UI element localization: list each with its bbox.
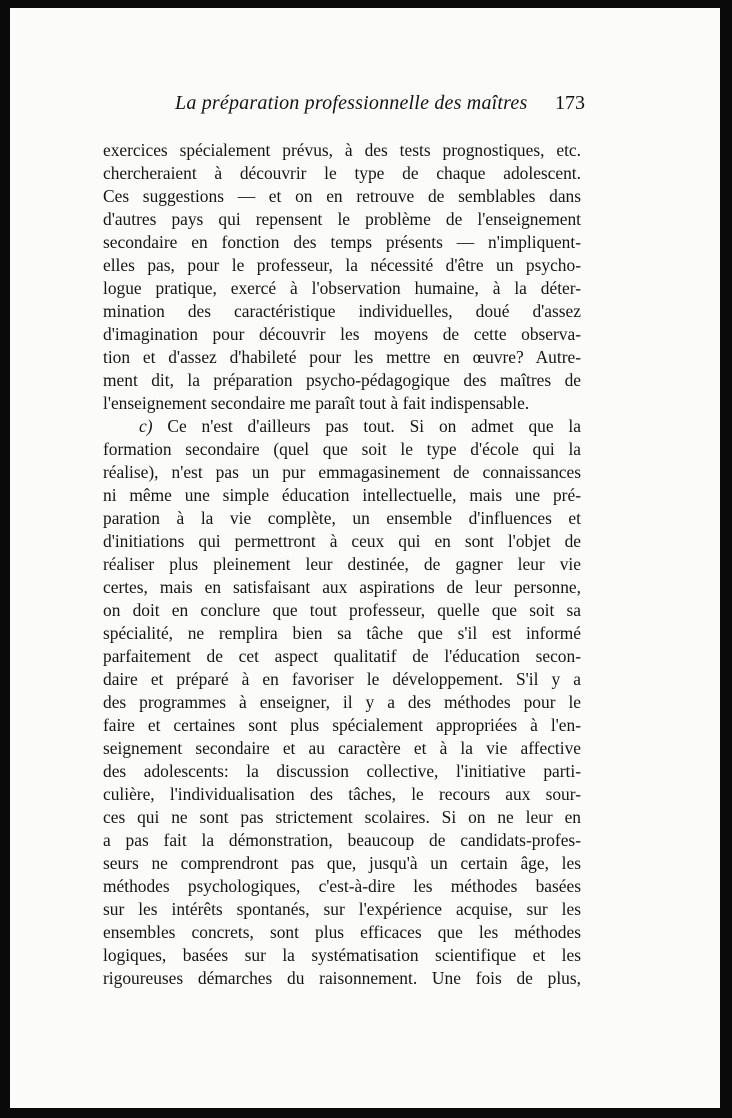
text-line: secondaire en fonction des temps présents — n'impliquent- bbox=[103, 232, 581, 252]
text-line: culière, l'individualisation des tâches, le recours aux sour- bbox=[103, 784, 581, 804]
paragraph-start-line bbox=[103, 415, 581, 438]
text-line: sur les intérêts spontanés, sur l'expérience acquise, sur les bbox=[103, 899, 581, 919]
text-line: seignement secondaire et au caractère et à la vie affective bbox=[103, 738, 581, 758]
text-line: d'autres pays qui repensent le problème de l'enseignement bbox=[103, 209, 581, 229]
text-line: a pas fait la démonstration, beaucoup de candidats-profes- bbox=[103, 830, 581, 850]
text-line: spécialité, ne remplira bien sa tâche que s'il est informé bbox=[103, 623, 581, 643]
text-line: Ces suggestions — et on en retrouve de semblables dans bbox=[103, 186, 581, 206]
text-line: formation secondaire (quel que soit le type d'école qui la bbox=[103, 439, 581, 459]
section-marker: c) bbox=[139, 416, 153, 436]
text-line: elles pas, pour le professeur, la nécessité d'être un psycho- bbox=[103, 255, 581, 275]
page-header bbox=[175, 92, 585, 120]
text-line: ces qui ne sont pas strictement scolaires. Si on ne leur en bbox=[103, 807, 581, 827]
text-line: Ce n'est d'ailleurs pas tout. Si on admet que la bbox=[167, 416, 581, 436]
text-line: ensembles concrets, sont plus efficaces que les méthodes bbox=[103, 922, 581, 942]
text-line: mination des caractéristique individuelles, doué d'assez bbox=[103, 301, 581, 321]
text-line: parfaitement de cet aspect qualitatif de l'éducation secon- bbox=[103, 646, 581, 666]
text-line: réalise), n'est pas un pur emmagasinement de connaissances bbox=[103, 462, 581, 482]
body-text bbox=[103, 139, 581, 990]
text-line: d'imagination pour découvrir les moyens de cette observa- bbox=[103, 324, 581, 344]
text-line: on doit en conclure que tout professeur, quelle que soit sa bbox=[103, 600, 581, 620]
text-line: faire et certaines sont plus spécialement appropriées à l'en- bbox=[103, 715, 581, 735]
text-line: des programmes à enseigner, il y a des méthodes pour le bbox=[103, 692, 581, 712]
paragraph-end-line: l'enseignement secondaire me paraît tout à fait indispensable. bbox=[103, 393, 530, 413]
text-line: ment dit, la préparation psycho-pédagogique des maîtres de bbox=[103, 370, 581, 390]
text-line: rigoureuses démarches du raisonnement. Une fois de plus, bbox=[103, 968, 581, 988]
text-line: réaliser plus pleinement leur destinée, de gagner leur vie bbox=[103, 554, 581, 574]
text-line: logiques, basées sur la systématisation scientifique et les bbox=[103, 945, 581, 965]
text-line: daire et préparé à en favoriser le développement. S'il y a bbox=[103, 669, 581, 689]
text-line: tion et d'assez d'habileté pour les mettre en œuvre? Autre- bbox=[103, 347, 581, 367]
text-line: ni même une simple éducation intellectuelle, mais une pré- bbox=[103, 485, 581, 505]
text-line: exercices spécialement prévus, à des tests prognostiques, etc. bbox=[103, 140, 581, 160]
text-line: logue pratique, exercé à l'observation humaine, à la déter- bbox=[103, 278, 581, 298]
text-line: certes, mais en satisfaisant aux aspirations de leur personne, bbox=[103, 577, 581, 597]
page-number: 173 bbox=[555, 92, 585, 114]
text-line: seurs ne comprendront pas que, jusqu'à un certain âge, les bbox=[103, 853, 581, 873]
text-line: chercheraient à découvrir le type de chaque adolescent. bbox=[103, 163, 581, 183]
text-line: d'initiations qui permettront à ceux qui en sont l'objet de bbox=[103, 531, 581, 551]
text-line: paration à la vie complète, un ensemble d'influences et bbox=[103, 508, 581, 528]
text-line: des adolescents: la discussion collective, l'initiative parti- bbox=[103, 761, 581, 781]
running-title: La préparation professionnelle des maîtres bbox=[175, 92, 528, 114]
text-line: méthodes psychologiques, c'est-à-dire les méthodes basées bbox=[103, 876, 581, 896]
